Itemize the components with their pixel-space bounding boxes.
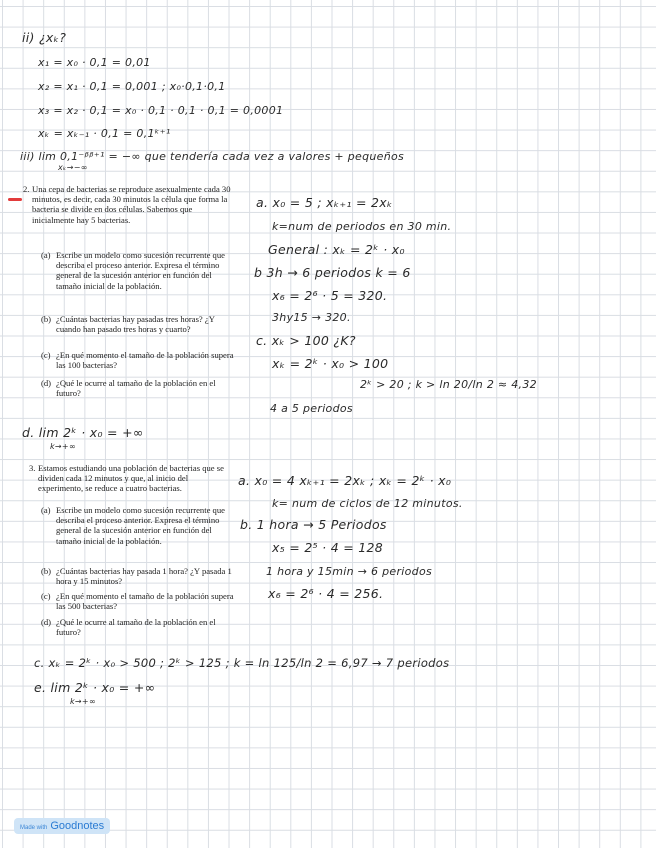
problem-3-item-b: (b) ¿Cuántas bacterias hay pasada 1 hora? ¿Y pasada 1 hora y 15 minutos? [41, 566, 232, 587]
answer-3e-sub: k→+∞ [70, 697, 96, 706]
answer-2-line: xₖ = 2ᵏ · x₀ > 100 [272, 356, 389, 371]
answer-2-line: a. x₀ = 5 ; xₖ₊₁ = 2xₖ [256, 195, 393, 210]
goodnotes-badge [14, 818, 110, 834]
problem-2-text: Una cepa de bacterias se reproduce asexualmente cada 30 minutos, es decir, cada 30 minutos la célula que forma la bacteria se divide en dos células. Sabemos que inicialmente hay 5 bacterias. [32, 184, 231, 225]
problem-3-statement [29, 463, 234, 494]
footer-small-text: Made with [20, 825, 48, 831]
red-highlight-mark [8, 198, 22, 201]
answer-2-line: 4 a 5 periodos [270, 402, 353, 415]
answer-2d-sub: k→+∞ [50, 442, 76, 451]
answer-3-line: k= num de ciclos de 12 minutos. [272, 497, 463, 510]
answer-3e: e. lim 2ᵏ · x₀ = +∞ [34, 680, 156, 695]
answer-2-line: General : xₖ = 2ᵏ · x₀ [268, 242, 405, 257]
answer-2-line: 2ᵏ > 20 ; k > ln 20/ln 2 ≈ 4,32 [360, 378, 537, 391]
answer-3-line: a. x₀ = 4 xₖ₊₁ = 2xₖ ; xₖ = 2ᵏ · x₀ [238, 473, 452, 488]
problem-2-item-c: (c) ¿En qué momento el tamaño de la población supera las 100 bacterias? [41, 350, 234, 371]
note-line: x₂ = x₁ · 0,1 = 0,001 ; x₀·0,1·0,1 [38, 80, 226, 93]
problem-2-item-b: (b) ¿Cuántas bacterias hay pasadas tres horas? ¿Y cuando han pasado tres horas y cuarto? [41, 314, 215, 335]
answer-3-line: 1 hora y 15min → 6 periodos [266, 565, 433, 578]
problem-2-item-a: (a) Escribe un modelo como sucesión recurrente que describa el proceso anterior. Expresa el término general de la sucesión anterior en función del tamaño inicial de la población. [41, 250, 225, 291]
answer-3-line: x₆ = 2⁶ · 4 = 256. [268, 586, 384, 601]
note-line: x₁ = x₀ · 0,1 = 0,01 [38, 56, 151, 69]
problem-3-item-c: (c) ¿En qué momento el tamaño de la población supera las 500 bacterias? [41, 591, 234, 612]
note-limit: iii) lim 0,1⁻ᵝᵝ⁺¹ = −∞ que tendería cada vez a valores + pequeños [20, 150, 405, 163]
problem-3-text: Estamos estudiando una población de bacterias que se dividen cada 12 minutos y que, al inicio del experimento, se reduce a cuatro bacterias. [38, 463, 224, 494]
problem-3-number: 3. [29, 463, 36, 473]
answer-3-line: x₅ = 2⁵ · 4 = 128 [272, 540, 384, 555]
note-line: x₃ = x₂ · 0,1 = x₀ · 0,1 · 0,1 · 0,1 = 0,0001 [38, 104, 284, 117]
answer-3-line: b. 1 hora → 5 Periodos [240, 517, 387, 532]
note-line: xₖ = xₖ₋₁ · 0,1 = 0,1ᵏ⁺¹ [38, 127, 171, 140]
answer-2d: d. lim 2ᵏ · x₀ = +∞ [22, 425, 144, 440]
answer-2-line: 3hy15 → 320. [272, 311, 351, 324]
problem-2-item-d: (d) ¿Qué le ocurre al tamaño de la población en el futuro? [41, 378, 216, 399]
problem-2-statement [23, 184, 232, 225]
answer-2-line: x₆ = 2⁶ · 5 = 320. [272, 288, 388, 303]
note-limit-sub: xₖ→−∞ [58, 163, 88, 172]
problem-3-item-a: (a) Escribe un modelo como sucesión recurrente que describa el proceso anterior. Expresa el término general de la sucesión anterior en función del tamaño inicial de la población. [41, 505, 225, 546]
note-heading: ii) ¿xₖ? [22, 30, 67, 45]
answer-3c: c. xₖ = 2ᵏ · x₀ > 500 ; 2ᵏ > 125 ; k = ln 125/ln 2 = 6,97 → 7 periodos [34, 656, 450, 670]
answer-2-line: c. xₖ > 100 ¿K? [256, 333, 356, 348]
problem-2-number: 2. [23, 184, 30, 194]
answer-2-line: k=num de periodos en 30 min. [272, 220, 452, 233]
problem-3-item-d: (d) ¿Qué le ocurre al tamaño de la población en el futuro? [41, 617, 216, 638]
footer-brand: Goodnotes [50, 820, 105, 832]
answer-2-line: b 3h → 6 periodos k = 6 [254, 265, 411, 280]
